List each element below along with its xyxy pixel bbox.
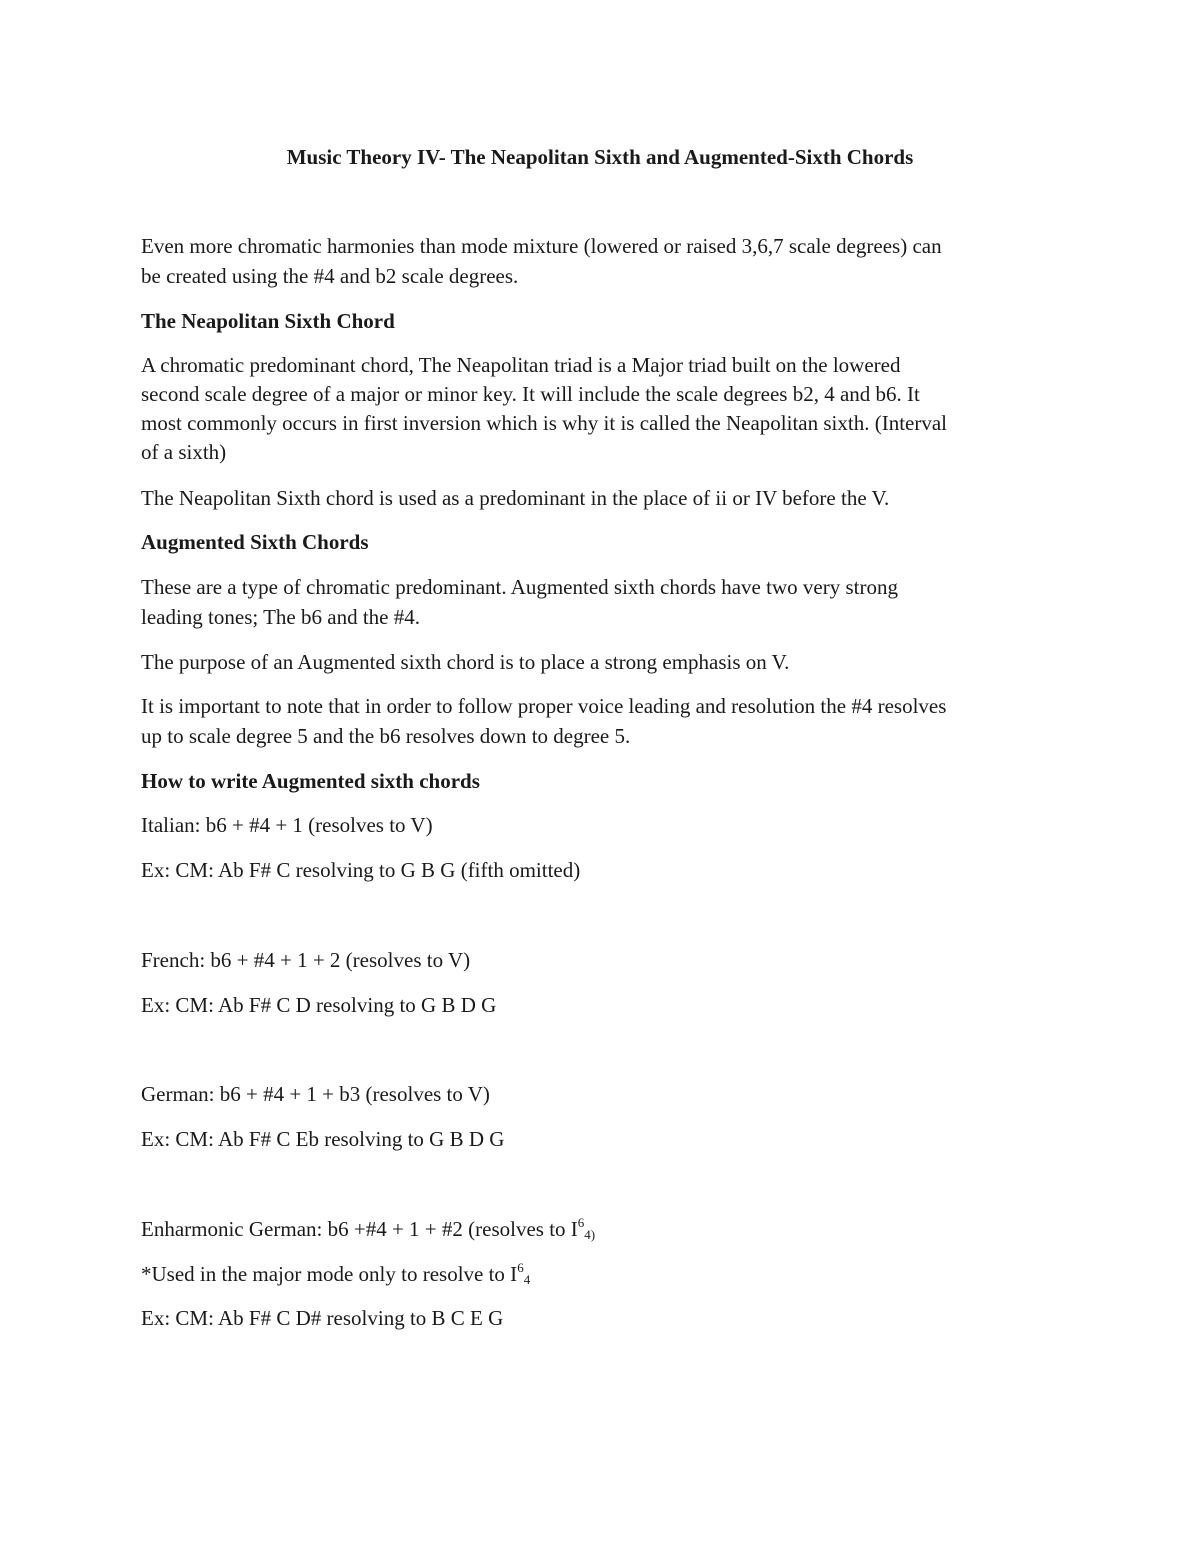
neapolitan-usage: The Neapolitan Sixth chord is used as a predominant in the place of ii or IV before the V.	[141, 486, 890, 510]
inversion-subscript: 4	[523, 1272, 531, 1287]
enharmonic-german-formula	[141, 1217, 595, 1241]
neapolitan-paragraph-line-3: most commonly occurs in first inversion which is why it is called the Neapolitan sixth. (Interval	[141, 411, 948, 435]
intro-line-1: Even more chromatic harmonies than mode mixture (lowered or raised 3,6,7 scale degrees) can	[141, 234, 942, 258]
augmented-purpose: The purpose of an Augmented sixth chord is to place a strong emphasis on V.	[141, 650, 790, 674]
german-example: Ex: CM: Ab F# C Eb resolving to G B D G	[141, 1127, 505, 1151]
major-mode-note-text: *Used in the major mode only to resolve to I	[141, 1262, 518, 1286]
enharmonic-german-text: Enharmonic German: b6 +#4 + 1 + #2 (resolves to I	[141, 1217, 578, 1241]
augmented-paragraph-line-2: leading tones; The b6 and the #4.	[141, 605, 420, 629]
italian-formula: Italian: b6 + #4 + 1 (resolves to V)	[141, 813, 433, 837]
voice-leading-line-2: up to scale degree 5 and the b6 resolves down to degree 5.	[141, 724, 631, 748]
intro-line-2: be created using the #4 and b2 scale degrees.	[141, 264, 519, 288]
page-title: Music Theory IV- The Neapolitan Sixth and Augmented-Sixth Chords	[286, 145, 914, 169]
augmented-heading: Augmented Sixth Chords	[141, 530, 369, 554]
augmented-paragraph-line-1: These are a type of chromatic predominant. Augmented sixth chords have two very strong	[141, 575, 898, 599]
neapolitan-paragraph-line-4: of a sixth)	[141, 440, 227, 464]
german-formula: German: b6 + #4 + 1 + b3 (resolves to V)	[141, 1082, 490, 1106]
enharmonic-german-example: Ex: CM: Ab F# C D# resolving to B C E G	[141, 1306, 504, 1330]
how-to-heading: How to write Augmented sixth chords	[141, 769, 480, 793]
neapolitan-paragraph-line-1: A chromatic predominant chord, The Neapolitan triad is a Major triad built on the lowered	[141, 353, 901, 377]
neapolitan-heading: The Neapolitan Sixth Chord	[141, 309, 395, 333]
voice-leading-line-1: It is important to note that in order to follow proper voice leading and resolution the #4 resolves	[141, 694, 947, 718]
french-formula: French: b6 + #4 + 1 + 2 (resolves to V)	[141, 948, 471, 972]
inversion-superscript: 6	[577, 1215, 585, 1230]
neapolitan-paragraph-line-2: second scale degree of a major or minor key. It will include the scale degrees b2, 4 and b6. It	[141, 382, 920, 406]
inversion-superscript: 6	[517, 1260, 524, 1275]
french-example: Ex: CM: Ab F# C D resolving to G B D G	[141, 993, 497, 1017]
major-mode-note	[141, 1262, 530, 1286]
inversion-subscript: 4)	[584, 1227, 596, 1242]
italian-example: Ex: CM: Ab F# C resolving to G B G (fifth omitted)	[141, 858, 581, 882]
